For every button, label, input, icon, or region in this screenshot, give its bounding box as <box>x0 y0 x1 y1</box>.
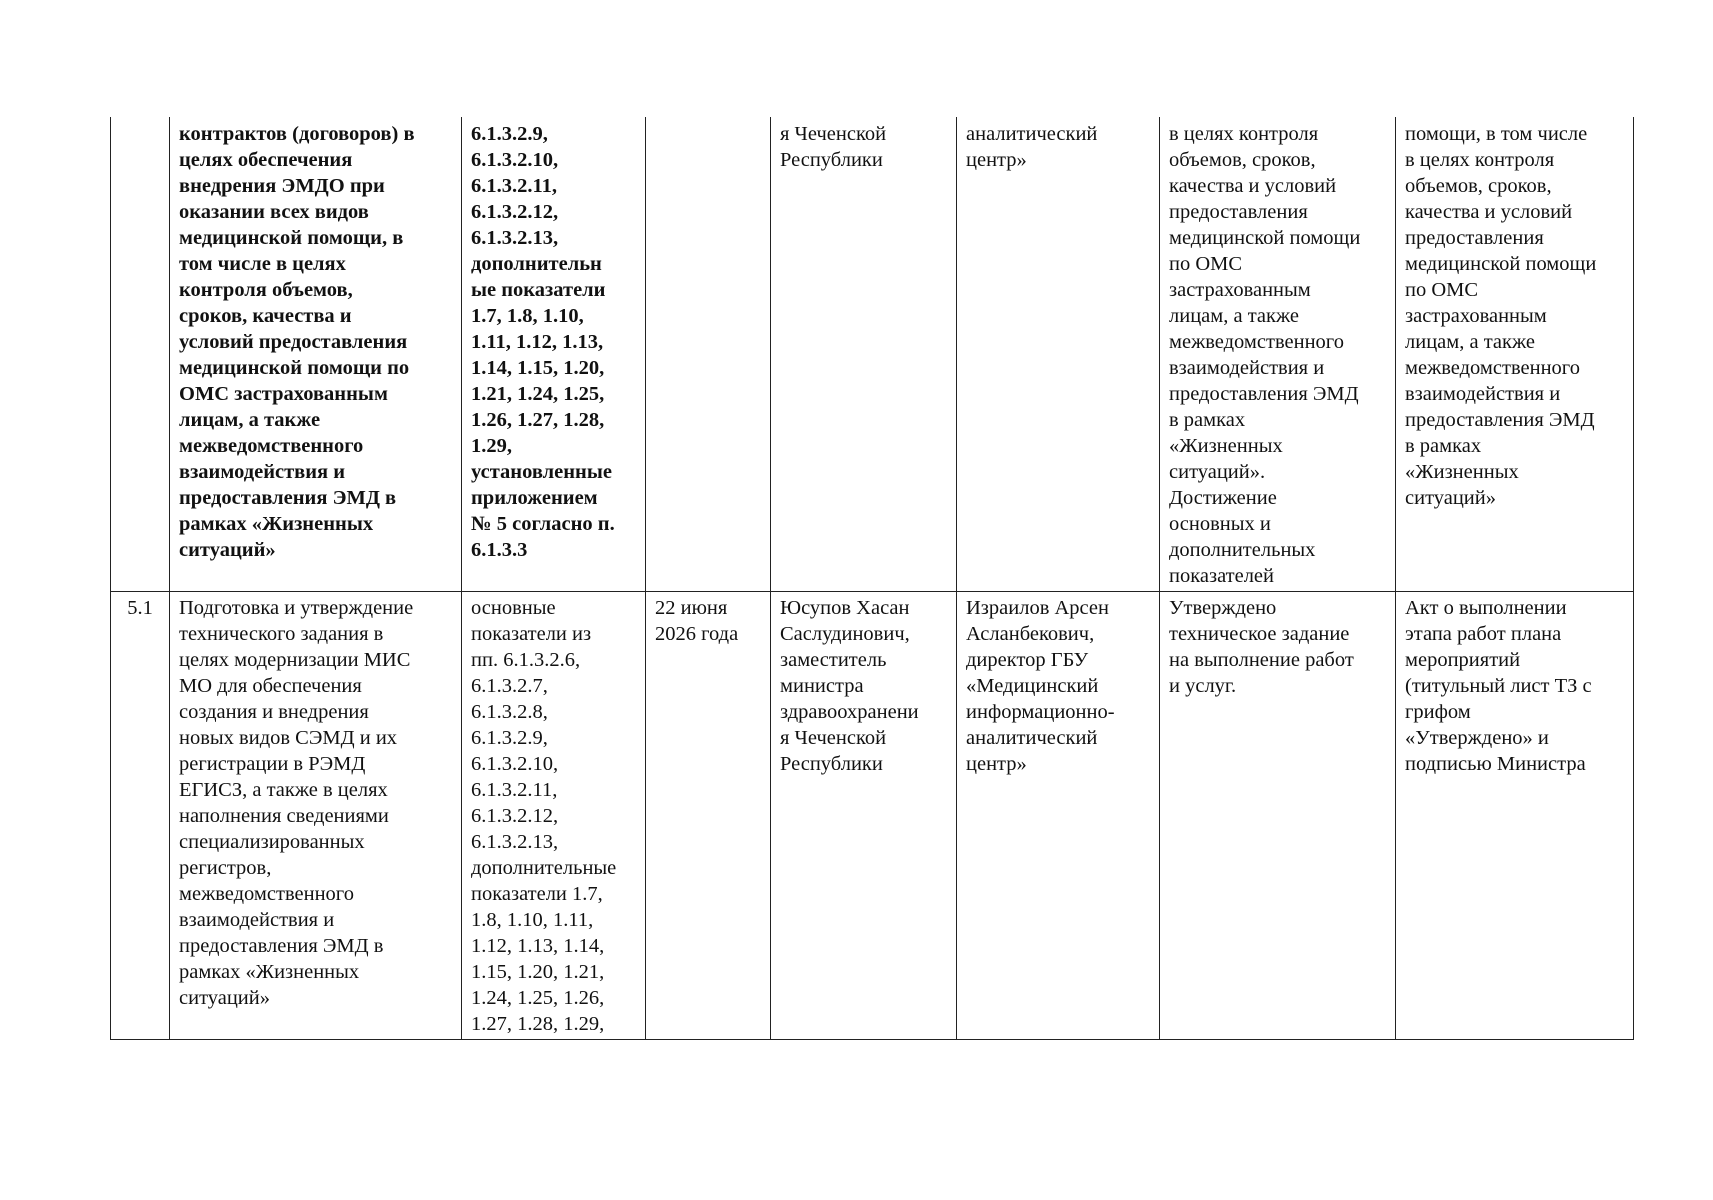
deadline-cell: 22 июня 2026 года <box>646 592 771 1040</box>
result-cell: в целях контроля объемов, сроков, качества и условий предоставления медицинской помощи по ОМС застрахованным лицам, а также межведомственного взаимодействия и предоставления ЭМД в рамках «Жизненных ситуаций». Достижение основных и дополнительных показателей <box>1160 117 1396 592</box>
indicators-cell: 6.1.3.2.9, 6.1.3.2.10, 6.1.3.2.11, 6.1.3.2.12, 6.1.3.2.13, дополнительн ые показатели 1.7, 1.8, 1.10, 1.11, 1.12, 1.13, 1.14, 1.15, 1.20, 1.21, 1.24, 1.25, 1.26, 1.27, 1.28, 1.29, установленные приложением № 5 согласно п. 6.1.3.3 <box>462 117 646 592</box>
plan-table <box>110 117 1634 1040</box>
document-cell: помощи, в том числе в целях контроля объемов, сроков, качества и условий предоставления медицинской помощи по ОМС застрахованным лицам, а также межведомственного взаимодействия и предоставления ЭМД в рамках «Жизненных ситуаций» <box>1396 117 1634 592</box>
document-cell: Акт о выполнении этапа работ плана мероприятий (титульный лист ТЗ с грифом «Утверждено» и подписью Министра <box>1396 592 1634 1040</box>
row-number-cell: 5.1 <box>111 592 170 1040</box>
task-cell: контрактов (договоров) в целях обеспечения внедрения ЭМДО при оказании всех видов медицинской помощи, в том числе в целях контроля объемов, сроков, качества и условий предоставления медицинской помощи по ОМС застрахованным лицам, а также межведомственного взаимодействия и предоставления ЭМД в рамках «Жизненных ситуаций» <box>170 117 462 592</box>
task-cell: Подготовка и утверждение технического задания в целях модернизации МИС МО для обеспечения создания и внедрения новых видов СЭМД и их регистрации в РЭМД ЕГИСЗ, а также в целях наполнения сведениями специализированных регистров, межведомственного взаимодействия и предоставления ЭМД в рамках «Жизненных ситуаций» <box>170 592 462 1040</box>
result-cell: Утверждено техническое задание на выполнение работ и услуг. <box>1160 592 1396 1040</box>
row-number-cell <box>111 117 170 592</box>
executor-cell: аналитический центр» <box>957 117 1160 592</box>
deadline-cell <box>646 117 771 592</box>
executor-cell: Израилов Арсен Асланбекович, директор ГБУ «Медицинский информационно- аналитический центр» <box>957 592 1160 1040</box>
responsible-cell: Юсупов Хасан Саслудинович, заместитель министра здравоохранени я Чеченской Республики <box>771 592 957 1040</box>
table-row <box>111 592 1634 1040</box>
responsible-cell: я Чеченской Республики <box>771 117 957 592</box>
indicators-cell: основные показатели из пп. 6.1.3.2.6, 6.1.3.2.7, 6.1.3.2.8, 6.1.3.2.9, 6.1.3.2.10, 6.1.3.2.11, 6.1.3.2.12, 6.1.3.2.13, дополнительные показатели 1.7, 1.8, 1.10, 1.11, 1.12, 1.13, 1.14, 1.15, 1.20, 1.21, 1.24, 1.25, 1.26, 1.27, 1.28, 1.29, <box>462 592 646 1040</box>
table-row <box>111 117 1634 592</box>
